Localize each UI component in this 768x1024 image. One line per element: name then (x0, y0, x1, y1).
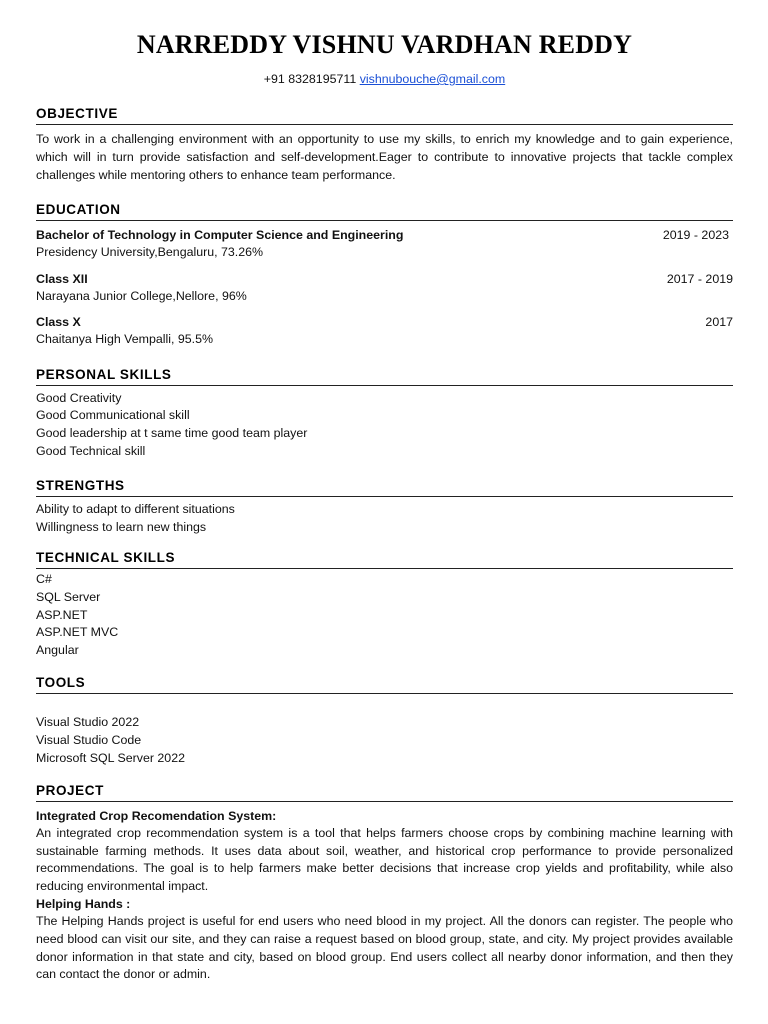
list-item: Microsoft SQL Server 2022 (36, 750, 185, 765)
education-years: 2019 - 2023 (662, 228, 729, 242)
list-item: Visual Studio Code (36, 732, 142, 747)
section-heading-technical-skills: TECHNICAL SKILLS (36, 550, 733, 569)
contact-line (36, 72, 733, 86)
list-item: Visual Studio 2022 (36, 715, 140, 730)
resume-page (36, 0, 733, 984)
project-title: Helping Hands : (36, 897, 131, 912)
list-item: Good leadership at t same time good team player (36, 425, 308, 440)
education-section (36, 202, 733, 349)
personal-skills-section (36, 367, 733, 460)
list-item: Good Technical skill (36, 443, 146, 458)
education-years: 2017 (705, 315, 733, 330)
candidate-name: NARREDDY VISHNU VARDHAN REDDY (136, 30, 633, 59)
strengths-section (36, 478, 733, 536)
objective-section (36, 106, 733, 184)
tools-section (36, 675, 733, 767)
list-item: SQL Server (36, 589, 101, 604)
section-heading-education: EDUCATION (36, 202, 733, 221)
list-item: Good Communicational skill (36, 408, 190, 423)
education-detail: Narayana Junior College,Nellore, 96% (36, 288, 247, 303)
education-degree: Class X (36, 315, 81, 330)
phone-number: +91 8328195711 (263, 72, 357, 86)
objective-text: To work in a challenging environment with an opportunity to use my skills, to enrich my knowledge and to gain experience, which will in turn provide satisfaction and self-development.Eager to contribute to innovative projects that tackle complex challenges while mentoring others to enhance team performance. (36, 132, 733, 182)
list-item: ASP.NET MVC (36, 625, 119, 640)
education-item (36, 226, 733, 262)
education-detail: Chaitanya High Vempalli, 95.5% (36, 332, 214, 347)
list-item: Willingness to learn new things (36, 519, 207, 534)
education-degree: Class XII (36, 271, 88, 286)
list-item: Angular (36, 642, 79, 657)
project-description: An integrated crop recommendation system is a tool that helps farmers choose crops by combining machine learning with sustainable farming methods. It uses data about soil, weather, and historical crop performance to provide personalized recommendations. The goal is to help farmers make better decisions that increase crop yields and profitability, while also reducing environmental impact. (36, 826, 733, 893)
section-heading-strengths: STRENGTHS (36, 478, 733, 497)
email-link[interactable]: vishnubouche@gmail.com (359, 72, 506, 86)
education-degree: Bachelor of Technology in Computer Science and Engineering (36, 228, 404, 242)
list-item: ASP.NET (36, 607, 88, 622)
section-heading-personal-skills: PERSONAL SKILLS (36, 367, 733, 386)
list-item: Good Creativity (36, 390, 122, 405)
education-item (36, 313, 733, 349)
list-item: Ability to adapt to different situations (36, 502, 235, 517)
education-item (36, 270, 733, 306)
education-detail: Presidency University,Bengaluru, 73.26% (36, 245, 264, 259)
section-heading-project: PROJECT (36, 783, 733, 802)
education-years: 2017 - 2019 (666, 271, 733, 286)
project-section (36, 783, 733, 984)
list-item: C# (36, 572, 52, 587)
section-heading-objective: OBJECTIVE (36, 106, 733, 125)
project-title: Integrated Crop Recomendation System: (36, 809, 277, 824)
section-heading-tools: TOOLS (36, 675, 733, 694)
technical-skills-section (36, 550, 733, 659)
project-description: The Helping Hands project is useful for end users who need blood in my project. All the donors can register. The people who need blood can visit our site, and they can raise a request based on blood group, state, and city. My project provides available donor information in that state and city, based on blood group. End users collect all nearby donor information, and then they can contact the donor or admin. (36, 914, 733, 982)
